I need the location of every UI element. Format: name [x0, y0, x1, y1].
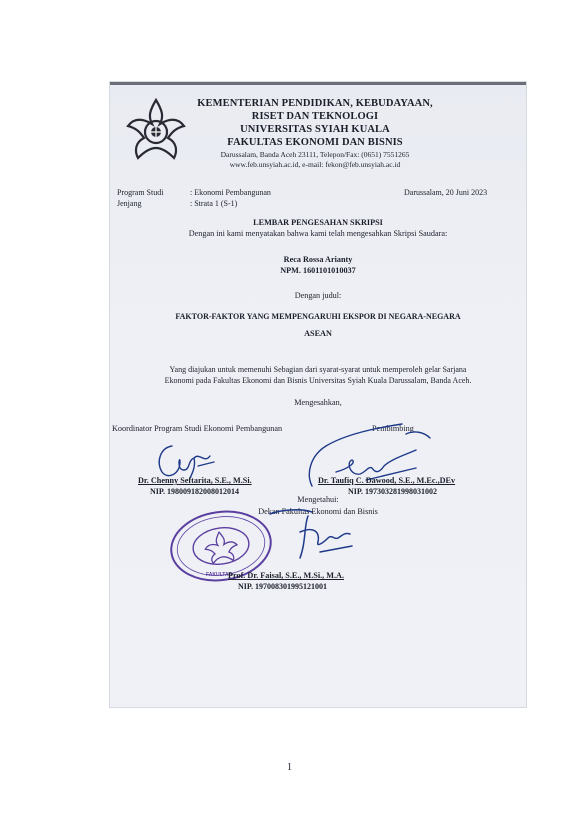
- mengetahui: Mengetahui:: [297, 495, 339, 504]
- pembimbing-role: Pembimbing: [372, 424, 414, 433]
- dekan-role: Dekan Fakultas Ekonomi dan Bisnis: [258, 507, 378, 516]
- doc-title: LEMBAR PENGESAHAN SKRIPSI: [253, 218, 383, 227]
- prodi-value: : Ekonomi Pembangunan: [190, 188, 271, 197]
- dekan-signature: [260, 502, 360, 566]
- koordinator-nip: NIP. 198009182008012014: [150, 487, 240, 496]
- thesis-title-line1: FAKTOR-FAKTOR YANG MEMPENGARUHI EKSPOR DI NEGARA-NEGARA: [175, 312, 461, 321]
- pembimbing-name: Dr. Taufiq C. Dawood, S.E., M.Ec.,DEv: [318, 476, 456, 485]
- dekan-nip: NIP. 197008301995121001: [238, 582, 328, 591]
- mengesahkan: Mengesahkan,: [294, 398, 342, 407]
- letterhead-faculty: FAKULTAS EKONOMI DAN BISNIS: [227, 137, 403, 148]
- jenjang-label: Jenjang: [117, 199, 142, 208]
- koordinator-role: Koordinator Program Studi Ekonomi Pembangunan: [112, 424, 283, 433]
- document-photo: [110, 82, 526, 707]
- prodi-label: Program Studi: [117, 188, 164, 197]
- pembimbing-nip: NIP. 197303281998031002: [348, 487, 438, 496]
- jenjang-value: : Strata 1 (S-1): [190, 199, 238, 208]
- letterhead-ministry: KEMENTERIAN PENDIDIKAN, KEBUDAYAAN,: [197, 98, 433, 109]
- thesis-title-line2: ASEAN: [304, 329, 332, 338]
- letterhead-address: Darussalam, Banda Aceh 23111, Telepon/Fax: (0651) 7551265: [220, 150, 410, 159]
- dekan-name: Prof. Dr. Faisal, S.E., M.Si., M.A.: [228, 571, 344, 580]
- judul-label: Dengan judul:: [294, 291, 342, 300]
- university-logo: [122, 96, 190, 162]
- purpose-line2: Ekonomi pada Fakultas Ekonomi dan Bisnis Universitas Syiah Kuala Darussalam, Banda Aceh.: [164, 376, 472, 385]
- place-date: Darussalam, 20 Juni 2023: [404, 188, 488, 197]
- letterhead-web: www.feb.unsyiah.ac.id, e-mail: fekon@feb.unsyiah.ac.id: [229, 160, 401, 169]
- letterhead-riset: RISET DAN TEKNOLOGI: [251, 111, 379, 122]
- stamp-label: FAKULTAS: [206, 572, 232, 578]
- koordinator-name: Dr. Chenny Seftarita, S.E., M.Si.: [138, 476, 252, 485]
- purpose-line1: Yang diajukan untuk memenuhi Sebagian dari syarat-syarat untuk memperoleh gelar Sarjana: [169, 365, 467, 374]
- photo-top-edge: [110, 82, 526, 85]
- page-number: 1: [287, 762, 292, 773]
- student-name: Reca Rossa Arianty: [283, 255, 353, 264]
- student-npm: NPM. 1601101010037: [280, 266, 356, 275]
- letterhead-university: UNIVERSITAS SYIAH KUALA: [240, 124, 390, 135]
- doc-intro: Dengan ini kami menyatakan bahwa kami telah mengesahkan Skripsi Saudara:: [188, 229, 448, 238]
